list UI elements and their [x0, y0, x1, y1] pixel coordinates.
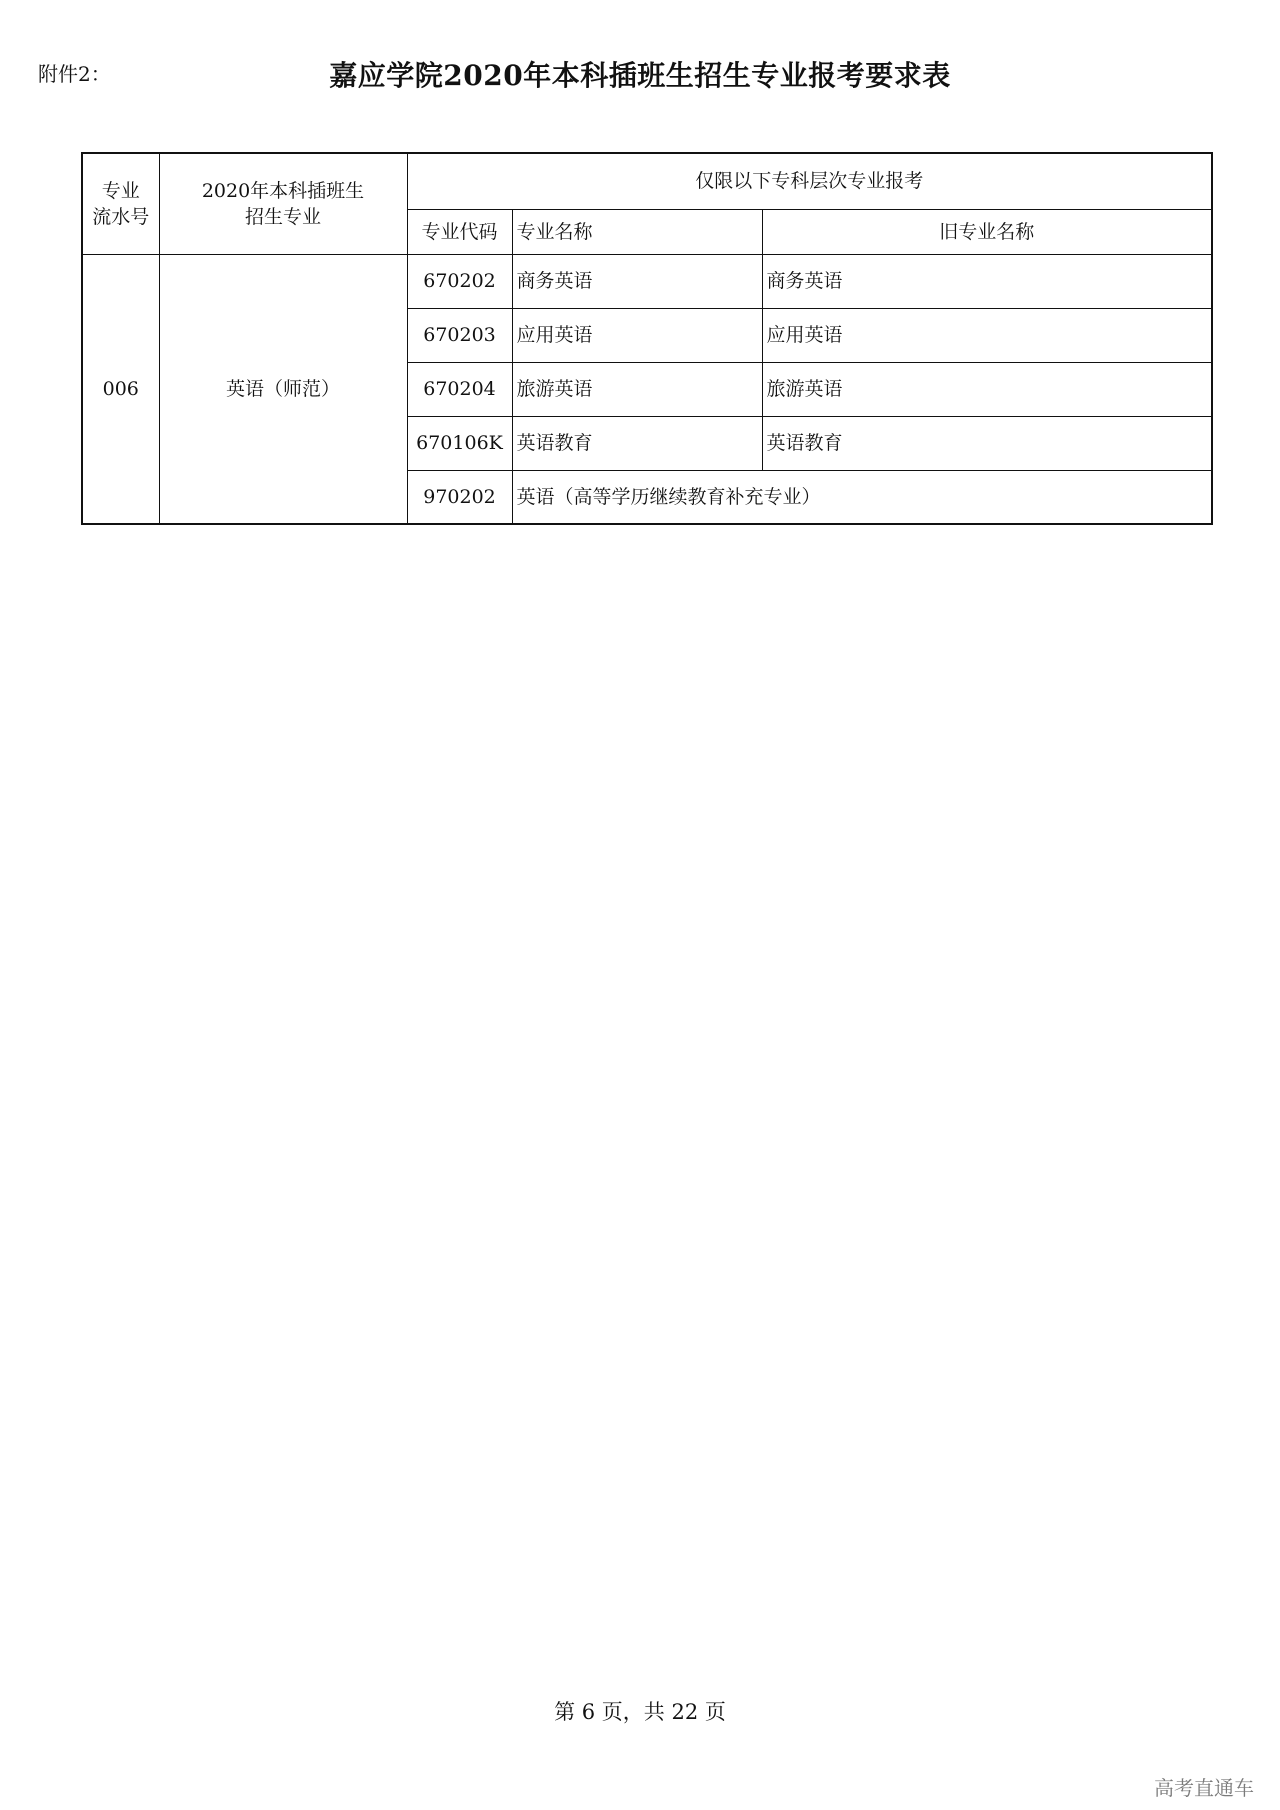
table-row: [82, 254, 1212, 308]
header-restriction: 仅限以下专科层次专业报考: [407, 153, 1212, 209]
major-name-cell: 应用英语: [512, 308, 762, 362]
serial-number-cell: 006: [82, 254, 159, 524]
major-name-cell: 英语（高等学历继续教育补充专业）: [512, 470, 1212, 524]
header-major-code: 专业代码: [407, 209, 512, 254]
enrollment-major-cell: 英语（师范）: [159, 254, 407, 524]
major-name-cell: 商务英语: [512, 254, 762, 308]
header-enrollment-major: [159, 153, 407, 254]
major-name-cell: 英语教育: [512, 416, 762, 470]
old-major-name-cell: 英语教育: [762, 416, 1212, 470]
attachment-label: 附件2：: [38, 62, 111, 86]
major-code-cell: 670202: [407, 254, 512, 308]
old-major-name-cell: 商务英语: [762, 254, 1212, 308]
header-major-name: 专业名称: [512, 209, 762, 254]
watermark-logo-text: 高考直通车: [1154, 1776, 1254, 1800]
major-name-cell: 旅游英语: [512, 362, 762, 416]
major-requirements-table: [81, 152, 1213, 525]
header-major-line2: 招生专业: [244, 205, 321, 228]
header-major-line1: 2020年本科插班生: [201, 179, 365, 202]
major-code-cell: 670106K: [407, 416, 512, 470]
old-major-name-cell: 旅游英语: [762, 362, 1212, 416]
page-number: 第 6 页，共 22 页: [554, 1700, 726, 1724]
header-serial-number: [82, 153, 159, 254]
old-major-name-cell: 应用英语: [762, 308, 1212, 362]
header-serial-line1: 专业: [101, 179, 140, 202]
major-code-cell: 670204: [407, 362, 512, 416]
header-old-major-name: 旧专业名称: [762, 209, 1212, 254]
document-title: 嘉应学院2020年本科插班生招生专业报考要求表: [329, 59, 951, 92]
major-code-cell: 970202: [407, 470, 512, 524]
header-serial-line2: 流水号: [92, 205, 150, 228]
major-code-cell: 670203: [407, 308, 512, 362]
